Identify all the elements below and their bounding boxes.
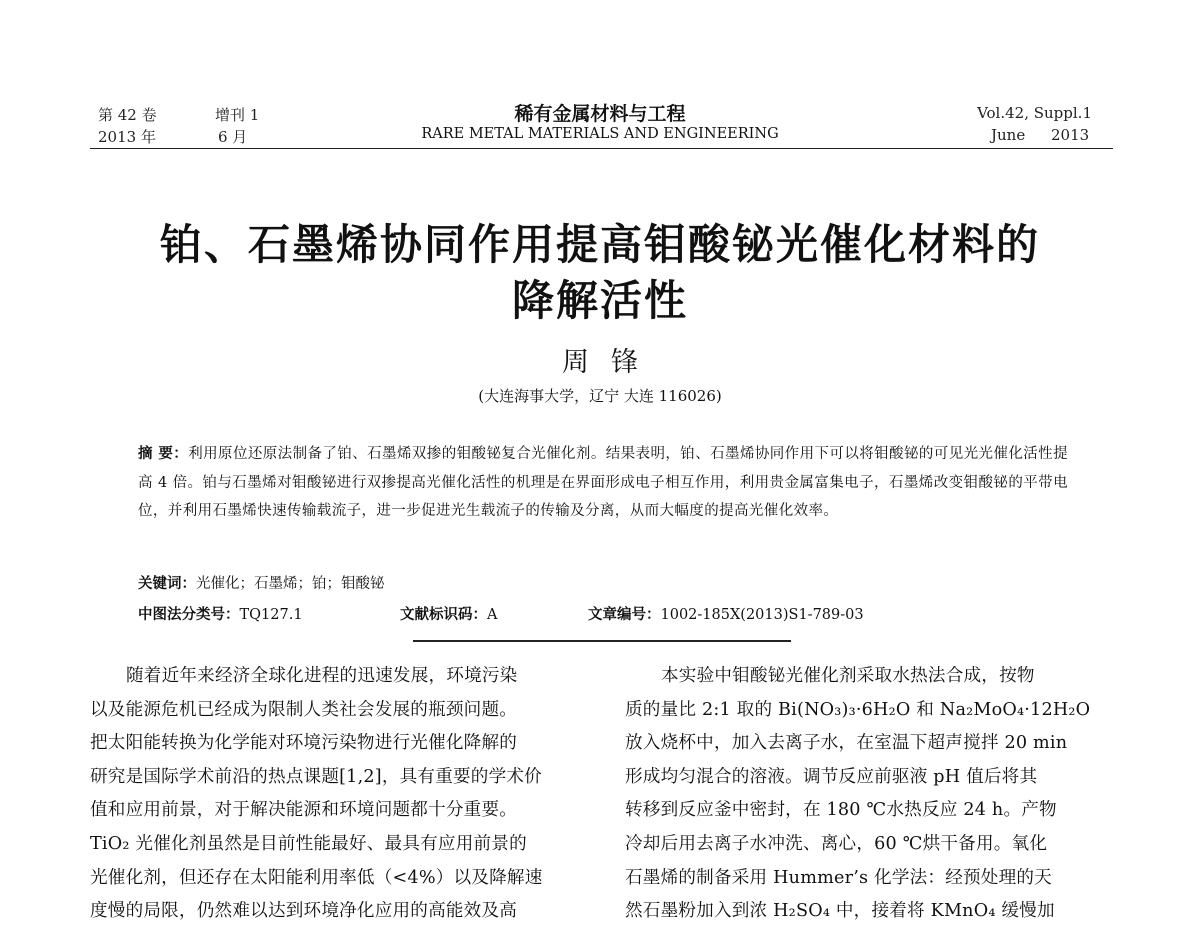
- keywords: [138, 572, 385, 593]
- body-line: 然石墨粉加入到浓 H₂SO₄ 中，接着将 KMnO₄ 缓慢加: [625, 901, 1055, 922]
- body-line: 形成均匀混合的溶液。调节反应前驱液 pH 值后将其: [625, 766, 1038, 787]
- body-line: 石墨烯的制备采用 Hummer’s 化学法：经预处理的天: [625, 867, 1052, 888]
- paper-title-line2: 降解活性: [511, 276, 688, 325]
- body-line: 质的量比 2:1 取的 Bi(NO₃)₃·6H₂O 和 Na₂MoO₄·12H₂O: [625, 699, 1091, 720]
- body-right-column: [625, 660, 1137, 929]
- clc-number: [138, 603, 303, 624]
- abstract-text: 利用原位还原法制备了铂、石墨烯双掺的钼酸铋复合光催化剂。结果表明，铂、石墨烯协同作用下可以将钼酸铋的可见光光催化活性提高 4 倍。铂与石墨烯对钼酸铋进行双掺提高光催化活性的机理是在界面形成电子相互作用，利用贵金属富集电子，石墨烯改变钼酸铋的平带电位，并利用石墨烯快速传输载流子，进一步促进光生载流子的传输及分离，从而大幅度的提高光催化效率。: [138, 446, 1068, 519]
- header-month: 6 月: [218, 128, 248, 146]
- abstract-label: 摘 要：: [138, 446, 189, 462]
- paper-title-line1: 铂、石墨烯协同作用提高钼酸铋光催化材料的: [159, 220, 1040, 269]
- header-volume: 第 42 卷: [98, 106, 157, 124]
- article-number: [588, 603, 864, 624]
- keywords-label: 关键词：: [138, 576, 196, 592]
- body-line: 转移到反应釜中密封，在 180 ℃水热反应 24 h。产物: [625, 800, 1057, 821]
- body-left-column: [90, 660, 602, 929]
- article-value: 1002-185X(2013)S1-789-03: [660, 607, 864, 623]
- doc-value: A: [487, 607, 498, 623]
- author: 周锋: [562, 347, 660, 378]
- body-line: 研究是国际学术前沿的热点课题[1,2]，具有重要的学术价: [90, 766, 542, 787]
- abstract-separator: [413, 640, 791, 642]
- header-year-en: 2013: [1051, 126, 1090, 144]
- body-line: 放入烧杯中，加入去离子水，在室温下超声搅拌 20 min: [625, 733, 1068, 754]
- body-line: 光催化剂，但还存在太阳能利用率低（<4%）以及降解速: [90, 867, 543, 888]
- header-vol-en: Vol.42, Suppl.1: [977, 104, 1092, 122]
- header-month-en: June: [991, 126, 1026, 144]
- article-label: 文章编号：: [588, 607, 661, 623]
- doc-code: [400, 603, 497, 624]
- body-line: 值和应用前景，对于解决能源和环境问题都十分重要。: [90, 800, 518, 821]
- abstract: [138, 440, 1068, 526]
- keywords-text: 光催化；石墨烯；铂；钼酸铋: [196, 576, 385, 592]
- body-line: 本实验中钼酸铋光催化剂采取水热法合成，按物: [661, 666, 1035, 686]
- journal-title-cn: 稀有金属材料与工程: [514, 103, 686, 125]
- body-line: TiO₂ 光催化剂虽然是目前性能最好、最具有应用前景的: [90, 833, 527, 854]
- body-line: 冷却后用去离子水冲洗、离心，60 ℃烘干备用。氧化: [625, 833, 1048, 854]
- header-issue: 增刊 1: [215, 106, 260, 124]
- header-year: 2013 年: [98, 128, 156, 146]
- affiliation: (大连海事大学，辽宁 大连 116026): [478, 387, 722, 405]
- header-rule: [90, 148, 1113, 149]
- clc-value: TQ127.1: [239, 607, 303, 623]
- body-line: 度慢的局限，仍然难以达到环境净化应用的高能效及高: [90, 901, 518, 922]
- clc-label: 中图法分类号：: [138, 607, 240, 623]
- doc-label: 文献标识码：: [400, 607, 487, 623]
- body-line: 以及能源危机已经成为限制人类社会发展的瓶颈问题。: [90, 699, 518, 720]
- journal-title-en: RARE METAL MATERIALS AND ENGINEERING: [421, 126, 779, 142]
- body-line: 随着近年来经济全球化进程的迅速发展，环境污染: [126, 666, 518, 686]
- body-line: 把太阳能转换为化学能对环境污染物进行光催化降解的: [90, 733, 518, 754]
